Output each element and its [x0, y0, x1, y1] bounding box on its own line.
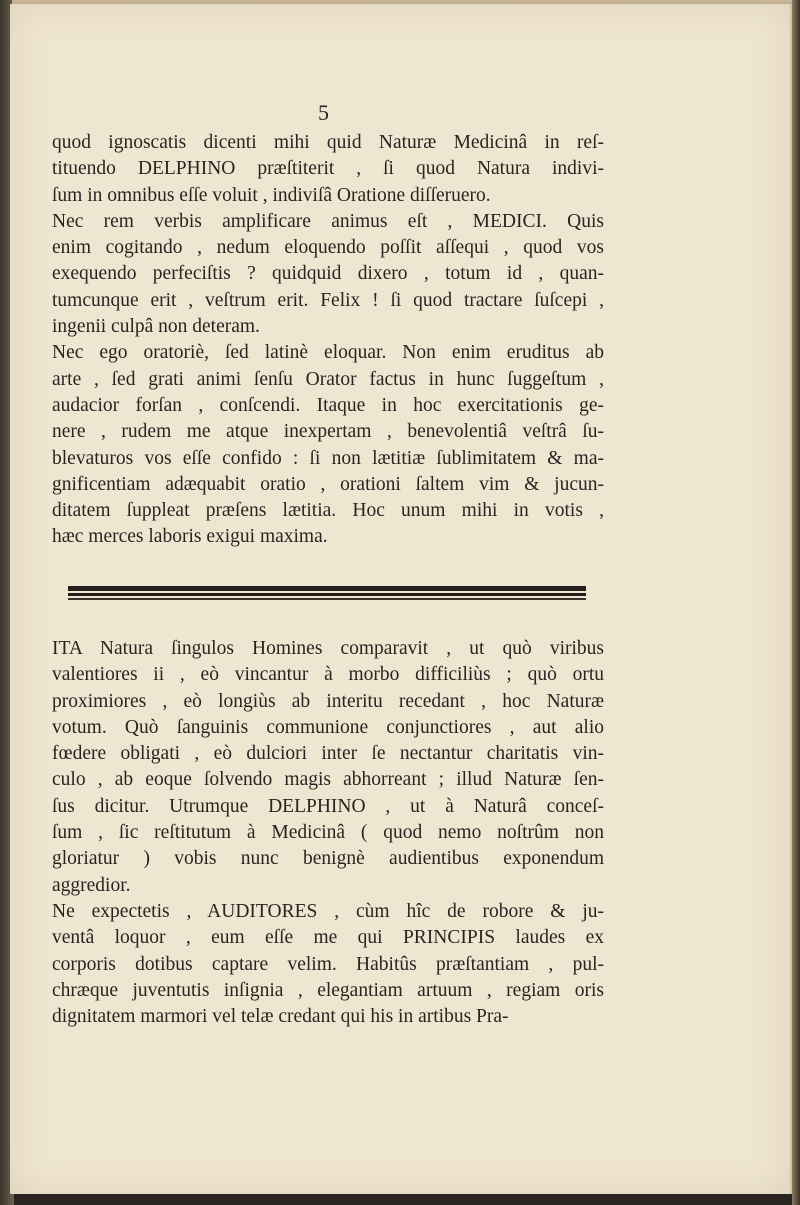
text-line: blevaturos vos eſſe confido : ſi non lætitiæ ſublimitatem & ma-	[52, 447, 604, 469]
text-line: quod ignoscatis dicenti mihi quid Naturæ Medicinâ in reſ-	[52, 132, 604, 153]
text-line: gnificentiam adæquabit oratio , orationi ſaltem vim & jucun-	[52, 473, 604, 495]
text-line: ſum in omnibus eſſe voluit , indiviſâ Oratione diſſeruero.	[52, 184, 491, 206]
text-line: ventâ loquor , eum eſſe me qui PRINCIPIS laudes ex	[52, 927, 604, 949]
text-line: valentiores ii , eò vincantur à morbo difficiliùs ; quò ortu	[52, 664, 604, 686]
text-line: gloriatur ) vobis nunc benignè audientibus exponendum	[52, 848, 604, 870]
text-line: ſus dicitur. Utrumque DELPHINO , ut à Naturâ conceſ-	[52, 795, 604, 817]
text-line: dignitatem marmori vel telæ credant qui his in artibus Pra-	[52, 1006, 509, 1028]
text-line: exequendo perfeciſtis ? quidquid dixero , totum id , quan-	[52, 263, 604, 285]
text-line: ingenii culpâ non deteram.	[52, 316, 260, 338]
page-number: 5	[318, 100, 329, 125]
text-line: fœdere obligati , eò dulciori inter ſe nectantur charitatis vin-	[52, 743, 604, 765]
text-line: Nec rem verbis amplificare animus eſt , MEDICI. Quis	[52, 210, 604, 232]
text-block-dedication	[52, 130, 604, 551]
text-line: Ne expectetis , AUDITORES , cùm hîc de robore & ju-	[52, 900, 604, 922]
text-line: audacior forſan , conſcendi. Itaque in hoc exercitationis ge-	[52, 394, 604, 416]
text-line: hæc merces laboris exigui maxima.	[52, 526, 328, 548]
text-line: ITA Natura ſingulos Homines comparavit , ut quò viribus	[52, 638, 604, 659]
rule-medium-line	[68, 593, 586, 596]
text-line: culo , ab eoque ſolvendo magis abhorreant ; illud Naturæ ſen-	[52, 769, 604, 791]
text-line: ditatem ſuppleat præſens lætitia. Hoc unum mihi in votis ,	[52, 500, 604, 522]
text-line: Nec ego oratoriè, ſed latinè eloquar. Non enim eruditus ab	[52, 342, 604, 364]
rule-thick-line	[68, 586, 586, 591]
text-line: votum. Quò ſanguinis communione conjunctiores , aut alio	[52, 716, 604, 738]
text-line: ſum , ſic reſtitutum à Medicinâ ( quod nemo noſtrûm non	[52, 822, 604, 844]
text-line: enim cogitando , nedum eloquendo poſſit aſſequi , quod vos	[52, 237, 604, 259]
text-line: nere , rudem me atque inexpertam , benevolentiâ veſtrâ ſu-	[52, 421, 604, 443]
text-line: aggredior.	[52, 874, 131, 896]
ornamental-rule	[68, 586, 586, 602]
text-line: chræque juventutis inſignia , elegantiam artuum , regiam oris	[52, 979, 604, 1001]
text-block-oration	[52, 636, 604, 1030]
rule-thin-line	[68, 598, 586, 600]
text-line: tumcunque erit , veſtrum erit. Felix ! ſi quod tractare ſuſcepi ,	[52, 289, 604, 311]
text-line: proximiores , eò longiùs ab interitu recedant , hoc Naturæ	[52, 690, 604, 712]
text-line: corporis dotibus captare velim. Habitûs præſtantiam , pul-	[52, 953, 604, 975]
text-line: arte , ſed grati animi ſenſu Orator factus in hunc ſuggeſtum ,	[52, 368, 604, 390]
page-right-edge	[792, 0, 800, 1205]
text-line: tituendo DELPHINO præſtiterit , ſi quod Natura indivi-	[52, 158, 604, 180]
